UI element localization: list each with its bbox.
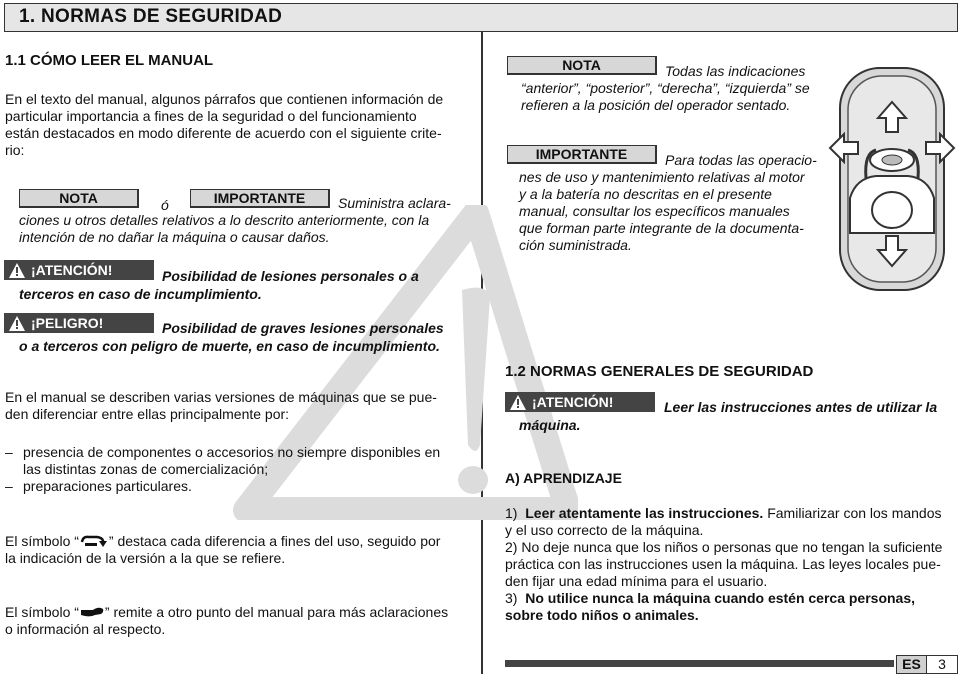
peligro-label: ¡PELIGRO! xyxy=(4,313,154,333)
atencion-text-second: terceros en caso de incumplimiento. xyxy=(19,286,262,302)
list-item-1: 1) Leer atentamente las instrucciones. Familiarizar con los mandos y el uso correcto de la máquina. xyxy=(505,505,942,538)
pointing-hand-icon xyxy=(79,605,105,619)
warning-icon xyxy=(8,262,26,279)
page-number: 3 xyxy=(938,656,946,672)
importante-label-right: IMPORTANTE xyxy=(507,145,657,164)
nota-label: NOTA xyxy=(19,189,139,208)
numbered-list xyxy=(505,505,960,624)
list-item-3: 3) No utilice nunca la máquina cuando estén cerca personas, sobre todo niños o animales. xyxy=(505,590,916,623)
importante-text-first-right: Para todas las operacio- xyxy=(665,152,817,168)
section-title-1-1: 1.1 CÓMO LEER EL MANUAL xyxy=(5,52,214,69)
peligro-text-second: o a terceros con peligro de muerte, en caso de incumplimiento. xyxy=(19,338,440,354)
intro-paragraph: En el texto del manual, algunos párrafos que contienen información de particular importancia a fines de la seguridad o del funcionamiento están destacados en modo diferente de acuerdo con el siguiente crite- rio: xyxy=(5,91,444,158)
section-title-1-2: 1.2 NORMAS GENERALES DE SEGURIDAD xyxy=(505,363,814,380)
warning-icon xyxy=(8,315,26,332)
list-item-2: 2) No deje nunca que los niños o personas que no tengan la suficiente práctica con las instrucciones usen la máquina. Las leyes locales pue- den fijar una edad mínima para el usuario. xyxy=(505,539,943,589)
symbol-version-paragraph: El símbolo “ ” destaca cada diferencia a fines del uso, seguido por la indicación de la versión a la que se refiere. xyxy=(5,533,441,566)
atencion-label-right: ¡ATENCIÓN! xyxy=(505,392,655,412)
subsection-title: A) APRENDIZAJE xyxy=(505,470,622,486)
importante-label: IMPORTANTE xyxy=(190,189,330,208)
list-item: – preparaciones particulares. xyxy=(5,478,192,494)
atencion-label: ¡ATENCIÓN! xyxy=(4,260,154,280)
page-title: 1. NORMAS DE SEGURIDAD xyxy=(4,3,958,32)
importante-text-right: nes de uso y mantenimiento relativas al motor y a la batería no descritas en el presente manual, consultar los específicos manuales que forman parte integrante de la documenta- ción suministrada. xyxy=(519,169,805,253)
atencion-text-first-right: Leer las instrucciones antes de utilizar la xyxy=(664,399,938,415)
symbol-reference-paragraph: El símbolo “ ” remite a otro punto del manual para más aclaraciones o información al respecto. xyxy=(5,604,449,637)
note-text-first: Suministra aclara- xyxy=(338,195,451,211)
or-text: ó xyxy=(161,197,169,213)
operator-position-figure xyxy=(826,58,958,298)
warning-icon xyxy=(509,394,527,411)
version-symbol-icon xyxy=(79,534,109,548)
bullet-list xyxy=(5,444,475,495)
nota-text-right: “anterior”, “posterior”, “derecha”, “izquierda” se refieren a la posición del operador sentado. xyxy=(521,80,810,113)
page-number-box xyxy=(896,655,958,674)
nota-text-first-right: Todas las indicaciones xyxy=(665,63,806,79)
note-text: ciones u otros detalles relativos a lo descrito anteriormente, con la intención de no dañar la máquina o causar daños. xyxy=(19,212,430,245)
versions-paragraph: En el manual se describen varias versiones de máquinas que se pue- den diferenciar entre ellas principalmente por: xyxy=(5,389,437,422)
language-code: ES xyxy=(897,656,927,673)
atencion-text-first: Posibilidad de lesiones personales o a xyxy=(162,268,419,284)
atencion-text-second-right: máquina. xyxy=(519,417,581,433)
footer-bar xyxy=(505,660,894,667)
peligro-text-first: Posibilidad de graves lesiones personales xyxy=(162,320,444,336)
nota-label-right: NOTA xyxy=(507,56,657,75)
list-item: – presencia de componentes o accesorios no siempre disponibles en las distintas zonas de comercialización; xyxy=(5,444,441,477)
